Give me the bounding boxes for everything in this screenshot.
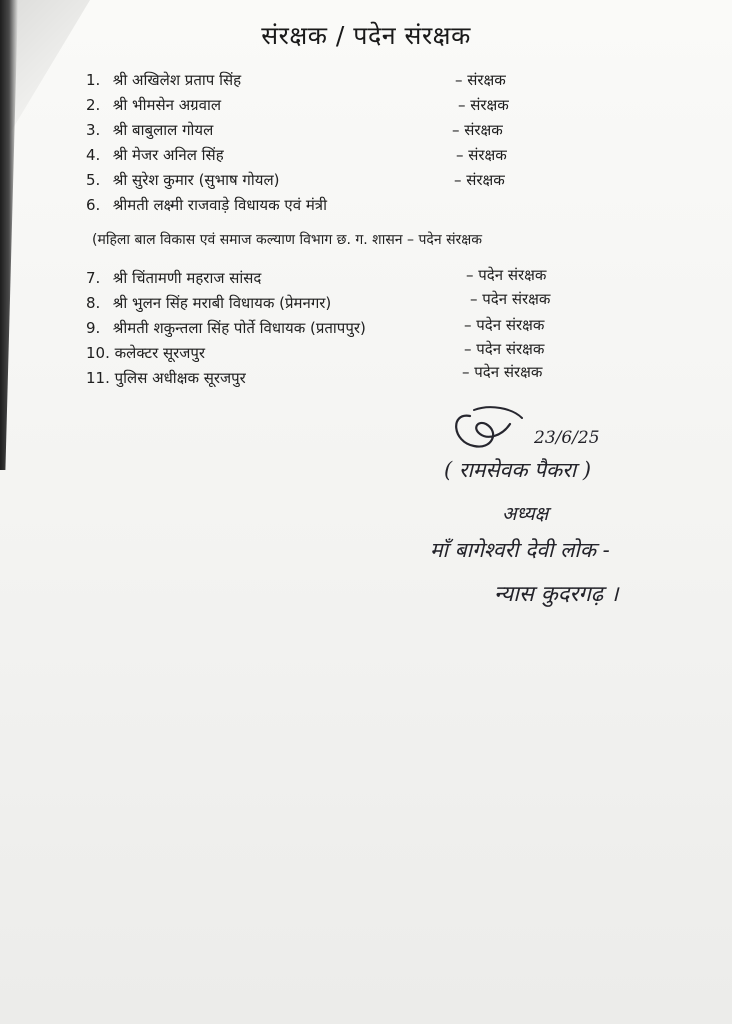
member-role-10: – पदेन संरक्षक (464, 340, 545, 358)
member-number: 5. (86, 171, 101, 189)
member-row-5 (86, 170, 280, 190)
member-name: श्री भीमसेन अग्रवाल (112, 96, 222, 114)
member-row-4 (86, 145, 224, 165)
member-name: श्रीमती शकुन्तला सिंह पोर्ते विधायक (प्रतापपुर) (112, 319, 366, 337)
member-role-1: – संरक्षक (455, 71, 506, 89)
department-note: (महिला बाल विकास एवं समाज कल्याण विभाग छ. ग. शासन – पदेन संरक्षक (92, 232, 483, 248)
member-name: श्रीमती लक्ष्मी राजवाड़े विधायक एवं मंत्री (112, 196, 327, 214)
organization-line-2: न्यास कुदरगढ़ । (494, 582, 619, 607)
signatory-designation: अध्यक्ष (502, 503, 549, 525)
member-number: 10. (86, 344, 110, 362)
member-name: श्री भुलन सिंह मराबी विधायक (प्रेमनगर) (112, 294, 332, 312)
member-row-8 (86, 293, 331, 313)
member-role-7: – पदेन संरक्षक (466, 266, 547, 284)
signatory-name: ( रामसेवक पैकरा ) (444, 458, 592, 482)
member-number: 9. (86, 319, 101, 337)
member-row-2 (86, 95, 221, 115)
page-edge-shadow (0, 0, 18, 470)
member-row-1 (86, 70, 241, 90)
member-name: श्री सुरेश कुमार (सुभाष गोयल) (112, 171, 280, 189)
member-row-7 (86, 268, 261, 288)
member-number: 8. (86, 294, 101, 312)
signature-date: 23/6/25 (534, 428, 600, 448)
member-name: श्री मेजर अनिल सिंह (112, 146, 224, 164)
member-name: श्री अखिलेश प्रताप सिंह (112, 71, 242, 89)
member-role-11: – पदेन संरक्षक (462, 363, 543, 381)
page-title: संरक्षक / पदेन संरक्षक (261, 21, 471, 50)
member-name: श्री चिंतामणी महराज सांसद (112, 269, 262, 287)
member-role-3: – संरक्षक (452, 121, 503, 139)
member-role-9: – पदेन संरक्षक (464, 316, 545, 334)
organization-line-1: माँ बागेश्वरी देवी लोक - (430, 538, 610, 562)
member-number: 4. (86, 146, 101, 164)
member-row-6 (86, 195, 327, 215)
member-row-11 (86, 368, 246, 388)
member-number: 7. (86, 269, 101, 287)
member-row-10 (86, 343, 205, 363)
member-name: श्री बाबुलाल गोयल (112, 121, 214, 139)
member-role-8: – पदेन संरक्षक (470, 290, 551, 308)
member-row-9 (86, 318, 366, 338)
member-number: 3. (86, 121, 101, 139)
member-name: कलेक्टर सूरजपुर (114, 344, 206, 362)
signature-block (430, 402, 720, 622)
member-role-5: – संरक्षक (454, 171, 505, 189)
member-role-2: – संरक्षक (458, 96, 509, 114)
member-number: 6. (86, 196, 101, 214)
member-row-3 (86, 120, 213, 140)
member-number: 1. (86, 71, 101, 89)
member-role-4: – संरक्षक (456, 146, 507, 164)
member-number: 2. (86, 96, 101, 114)
member-name: पुलिस अधीक्षक सूरजपुर (114, 369, 246, 387)
member-number: 11. (86, 369, 110, 387)
